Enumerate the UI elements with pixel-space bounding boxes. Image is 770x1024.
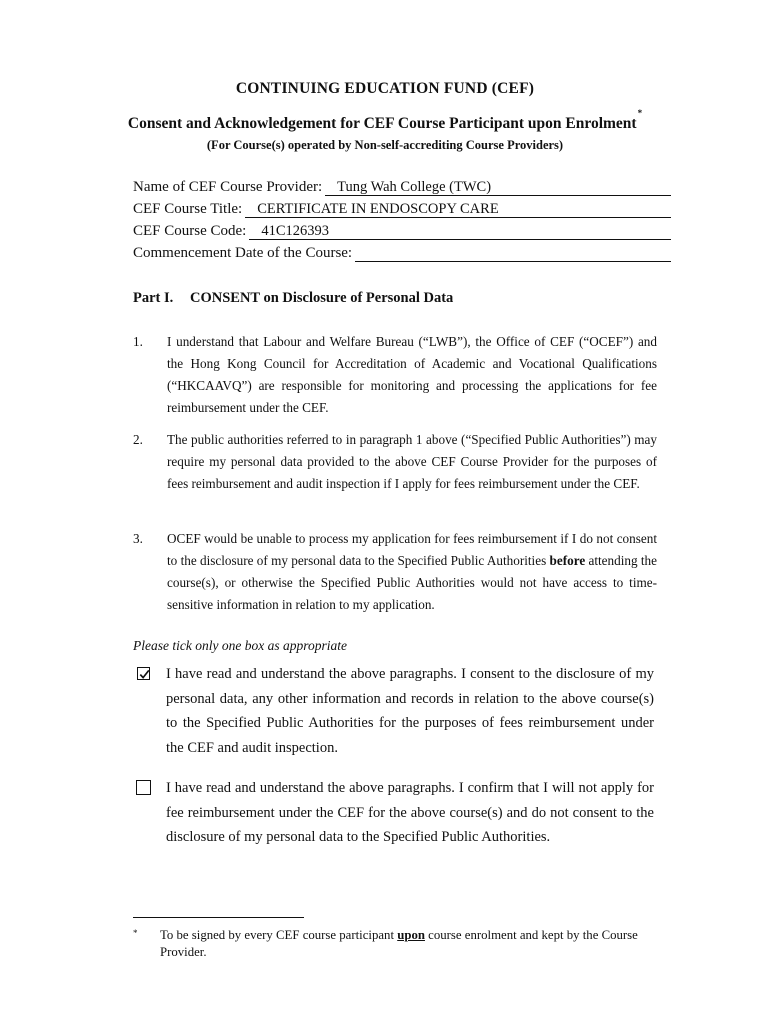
course-provider-label: Name of CEF Course Provider: bbox=[133, 179, 323, 195]
footnote-bold-word: upon bbox=[397, 928, 425, 942]
subtitle-footnote-mark: * bbox=[637, 108, 643, 118]
footnote-text-part: To be signed by every CEF course participant bbox=[160, 928, 395, 942]
decline-option-text: I have read and understand the above paragraphs. I confirm that I will not apply for fee reimbursement under the CEF for the above course(s) and do not consent to the disclosure of my personal data to the Specified Public Authorities. bbox=[166, 780, 654, 845]
tick-instruction: Please tick only one box as appropriate bbox=[133, 638, 347, 653]
form-title: CONTINUING EDUCATION FUND (CEF) bbox=[235, 80, 535, 97]
course-provider-value: Tung Wah College (TWC) bbox=[337, 179, 492, 195]
decline-checkbox[interactable] bbox=[136, 780, 151, 795]
paragraph-bold-word: before bbox=[549, 553, 586, 568]
footnote-divider bbox=[133, 917, 304, 918]
course-code-label: CEF Course Code: bbox=[133, 223, 247, 239]
course-code-input[interactable] bbox=[249, 224, 671, 240]
course-title-value: CERTIFICATE IN ENDOSCOPY CARE bbox=[257, 201, 499, 217]
part-title: CONSENT on Disclosure of Personal Data bbox=[190, 290, 454, 306]
part-heading bbox=[133, 290, 453, 307]
footnote-mark: * bbox=[133, 928, 138, 938]
course-title-field bbox=[133, 200, 671, 218]
footnote-text bbox=[160, 927, 660, 961]
course-code-field bbox=[133, 222, 671, 240]
paragraph-text-part: attending the course(s), or otherwise the Specified Public Authorities would not have access to time-sensitive information in relation to my application. bbox=[167, 553, 657, 612]
paragraph-number: 1. bbox=[133, 334, 143, 349]
paragraph-text-part: OCEF would be unable to process my application for fees reimbursement if I do not consent to the disclosure of my personal data to the Specified Public Authorities bbox=[167, 531, 657, 568]
paragraph-text bbox=[167, 528, 657, 616]
paragraph-text: The public authorities referred to in paragraph 1 above (“Specified Public Authorities”) may require my personal data provided to the above CEF Course Provider for the purposes of fees reimbursement and audit inspection if I apply for fees reimbursement under the CEF. bbox=[167, 432, 657, 491]
paragraph-number: 2. bbox=[133, 432, 143, 447]
paragraph-text: I understand that Labour and Welfare Bureau (“LWB”), the Office of CEF (“OCEF”) and the Hong Kong Council for Accreditation of Academic and Vocational Qualifications (“HKCAAVQ”) are responsible for monitoring and processing the applications for fee reimbursement under the CEF. bbox=[167, 334, 657, 415]
course-provider-field bbox=[133, 178, 671, 196]
consent-checkbox[interactable] bbox=[137, 667, 150, 680]
footnote-text-part: course enrolment and kept by the Course Provider. bbox=[160, 928, 638, 959]
commencement-date-label: Commencement Date of the Course: bbox=[133, 245, 353, 261]
form-note: (For Course(s) operated by Non-self-accrediting Course Providers) bbox=[206, 138, 564, 152]
commencement-date-field bbox=[133, 244, 671, 262]
course-provider-input[interactable] bbox=[325, 180, 671, 196]
course-code-value: 41C126393 bbox=[261, 223, 330, 239]
paragraph-number: 3. bbox=[133, 531, 143, 546]
course-title-label: CEF Course Title: bbox=[133, 201, 243, 217]
course-title-input[interactable] bbox=[245, 202, 671, 218]
consent-option-text: I have read and understand the above paragraphs. I consent to the disclosure of my personal data, any other information and records in relation to the above course(s) to the Specified Public Authorities for the purposes of fees reimbursement under the CEF and audit inspection. bbox=[166, 666, 654, 756]
commencement-date-input[interactable] bbox=[355, 246, 671, 262]
form-subtitle bbox=[0, 108, 770, 133]
checkmark-icon bbox=[138, 668, 151, 681]
subtitle-text: Consent and Acknowledgement for CEF Course Participant upon Enrolment bbox=[127, 115, 637, 133]
part-number: Part I. bbox=[133, 290, 174, 306]
